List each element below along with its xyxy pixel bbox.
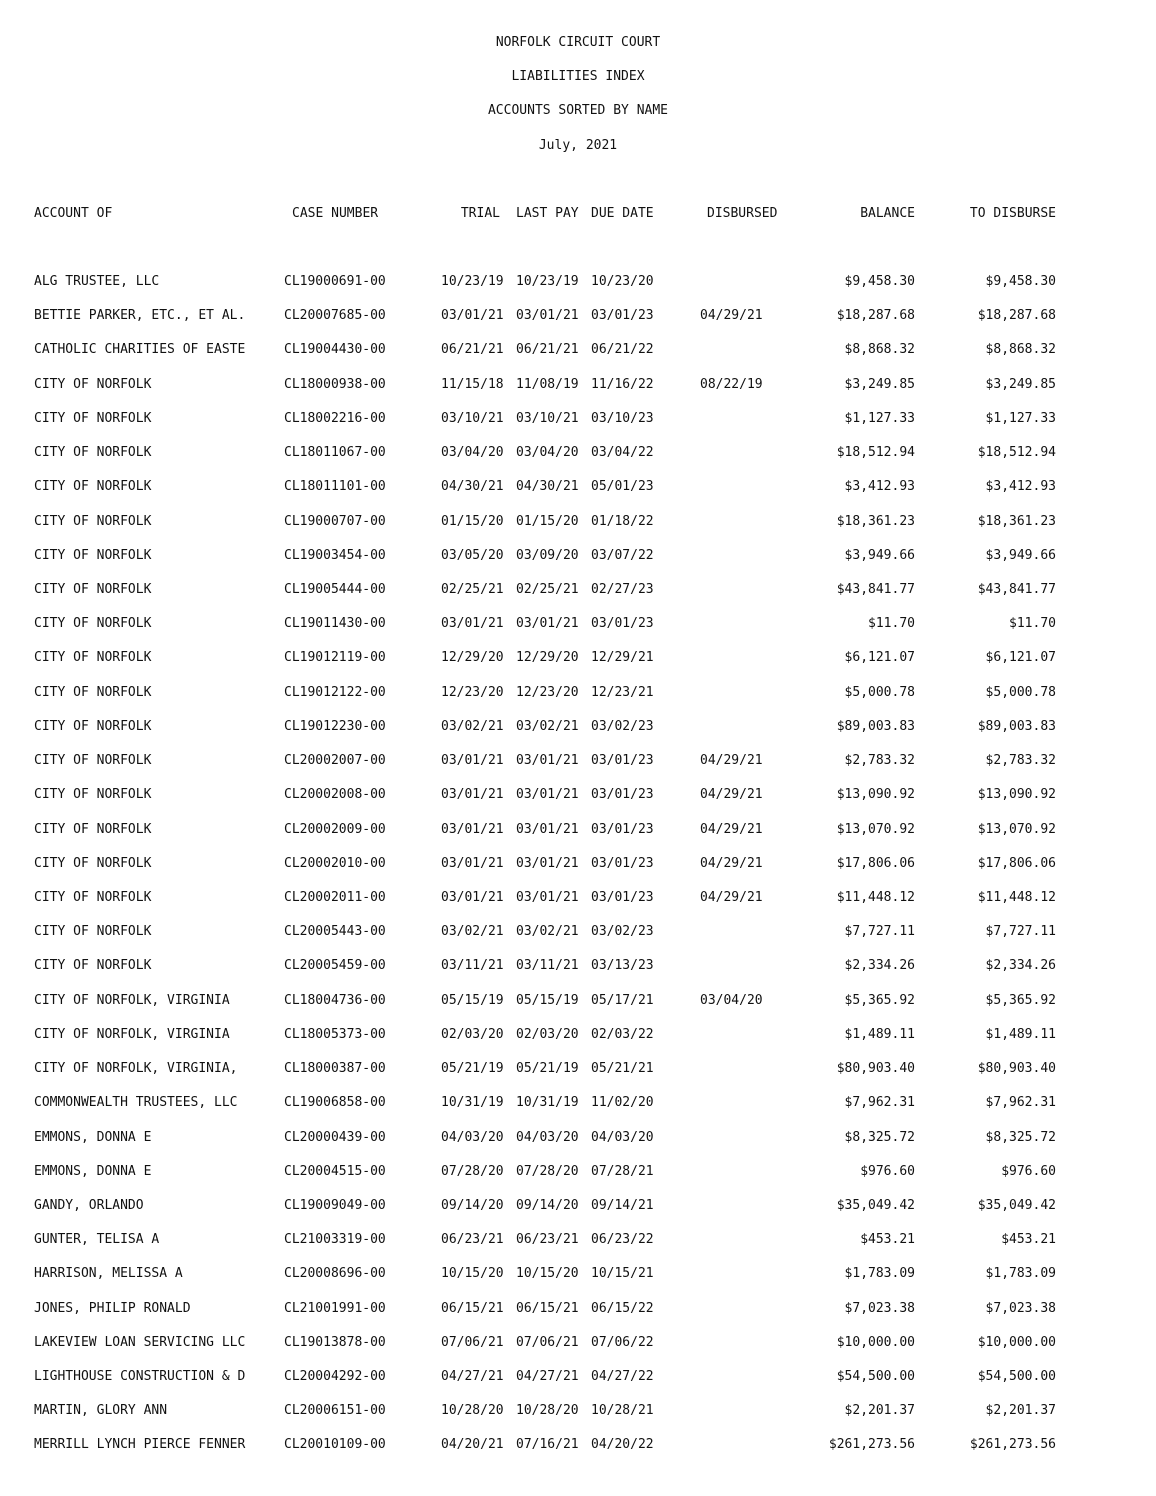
cell-trial: 03/01/21 [441, 787, 504, 802]
cell-last-pay: 07/16/21 [516, 1437, 579, 1452]
cell-last-pay: 04/30/21 [516, 479, 579, 494]
cell-trial: 03/01/21 [441, 616, 504, 631]
cell-to-disburse: $35,049.42 [977, 1198, 1056, 1213]
cell-account: MERRILL LYNCH PIERCE FENNER [34, 1437, 246, 1452]
cell-case-number: CL20007685-00 [284, 308, 386, 323]
cell-account: HARRISON, MELISSA A [34, 1266, 183, 1281]
cell-account: CITY OF NORFOLK [34, 822, 152, 837]
cell-last-pay: 10/28/20 [516, 1403, 579, 1418]
cell-account: ALG TRUSTEE, LLC [34, 274, 160, 289]
cell-account: EMMONS, DONNA E [34, 1130, 152, 1145]
cell-balance: $18,361.23 [836, 514, 915, 529]
cell-account: GANDY, ORLANDO [34, 1198, 144, 1213]
cell-due-date: 03/07/22 [591, 548, 654, 563]
cell-account: EMMONS, DONNA E [34, 1164, 152, 1179]
cell-to-disburse: $1,489.11 [985, 1027, 1056, 1042]
cell-to-disburse: $18,287.68 [977, 308, 1056, 323]
cell-trial: 03/01/21 [441, 753, 504, 768]
cell-to-disburse: $10,000.00 [977, 1335, 1056, 1350]
cell-last-pay: 03/01/21 [516, 856, 579, 871]
cell-to-disburse: $2,201.37 [985, 1403, 1056, 1418]
cell-balance: $89,003.83 [836, 719, 915, 734]
cell-disbursed: 04/29/21 [700, 753, 763, 768]
cell-account: CITY OF NORFOLK [34, 514, 152, 529]
cell-balance: $1,489.11 [844, 1027, 915, 1042]
cell-case-number: CL19000707-00 [284, 514, 386, 529]
cell-due-date: 06/15/22 [591, 1301, 654, 1316]
cell-balance: $1,783.09 [844, 1266, 915, 1281]
cell-account: LIGHTHOUSE CONSTRUCTION & D [34, 1369, 246, 1384]
cell-to-disburse: $7,023.38 [985, 1301, 1056, 1316]
cell-balance: $2,783.32 [844, 753, 915, 768]
cell-balance: $10,000.00 [836, 1335, 915, 1350]
cell-trial: 10/31/19 [441, 1095, 504, 1110]
cell-case-number: CL18004736-00 [284, 993, 386, 1008]
cell-due-date: 07/28/21 [591, 1164, 654, 1179]
cell-balance: $17,806.06 [836, 856, 915, 871]
cell-case-number: CL20002008-00 [284, 787, 386, 802]
cell-trial: 04/30/21 [441, 479, 504, 494]
cell-account: GUNTER, TELISA A [34, 1232, 160, 1247]
cell-to-disburse: $11,448.12 [977, 890, 1056, 905]
cell-balance: $11.70 [868, 616, 915, 631]
cell-account: MARTIN, GLORY ANN [34, 1403, 168, 1418]
cell-case-number: CL20000439-00 [284, 1130, 386, 1145]
cell-case-number: CL19012119-00 [284, 650, 386, 665]
cell-last-pay: 03/09/20 [516, 548, 579, 563]
cell-to-disburse: $18,512.94 [977, 445, 1056, 460]
cell-balance: $6,121.07 [844, 650, 915, 665]
cell-case-number: CL20010109-00 [284, 1437, 386, 1452]
cell-to-disburse: $54,500.00 [977, 1369, 1056, 1384]
cell-to-disburse: $7,962.31 [985, 1095, 1056, 1110]
cell-to-disburse: $17,806.06 [977, 856, 1056, 871]
cell-due-date: 03/13/23 [591, 958, 654, 973]
cell-account: JONES, PHILIP RONALD [34, 1301, 191, 1316]
cell-balance: $976.60 [860, 1164, 915, 1179]
cell-due-date: 03/10/23 [591, 411, 654, 426]
cell-to-disburse: $261,273.56 [969, 1437, 1056, 1452]
cell-last-pay: 07/28/20 [516, 1164, 579, 1179]
cell-to-disburse: $3,412.93 [985, 479, 1056, 494]
cell-due-date: 10/15/21 [591, 1266, 654, 1281]
cell-last-pay: 02/03/20 [516, 1027, 579, 1042]
cell-trial: 05/21/19 [441, 1061, 504, 1076]
cell-trial: 04/03/20 [441, 1130, 504, 1145]
cell-trial: 01/15/20 [441, 514, 504, 529]
col-header-case: CASE NUMBER [292, 206, 379, 221]
cell-to-disburse: $9,458.30 [985, 274, 1056, 289]
cell-account: LAKEVIEW LOAN SERVICING LLC [34, 1335, 246, 1350]
cell-balance: $35,049.42 [836, 1198, 915, 1213]
cell-case-number: CL19000691-00 [284, 274, 386, 289]
cell-balance: $18,287.68 [836, 308, 915, 323]
cell-due-date: 05/01/23 [591, 479, 654, 494]
cell-trial: 12/23/20 [441, 685, 504, 700]
cell-trial: 10/15/20 [441, 1266, 504, 1281]
cell-last-pay: 03/02/21 [516, 924, 579, 939]
cell-due-date: 04/03/20 [591, 1130, 654, 1145]
cell-balance: $8,868.32 [844, 342, 915, 357]
cell-due-date: 12/23/21 [591, 685, 654, 700]
cell-last-pay: 10/31/19 [516, 1095, 579, 1110]
cell-account: CITY OF NORFOLK [34, 787, 152, 802]
cell-trial: 02/03/20 [441, 1027, 504, 1042]
cell-account: CITY OF NORFOLK, VIRGINIA [34, 993, 230, 1008]
cell-to-disburse: $3,949.66 [985, 548, 1056, 563]
col-header-disbursed: DISBURSED [707, 206, 778, 221]
cell-account: CITY OF NORFOLK [34, 445, 152, 460]
cell-due-date: 07/06/22 [591, 1335, 654, 1350]
cell-account: CATHOLIC CHARITIES OF EASTE [34, 342, 246, 357]
cell-due-date: 11/16/22 [591, 377, 654, 392]
cell-due-date: 03/01/23 [591, 822, 654, 837]
cell-last-pay: 03/01/21 [516, 308, 579, 323]
cell-last-pay: 06/15/21 [516, 1301, 579, 1316]
cell-account: CITY OF NORFOLK [34, 411, 152, 426]
cell-balance: $8,325.72 [844, 1130, 915, 1145]
cell-trial: 03/01/21 [441, 308, 504, 323]
cell-due-date: 03/02/23 [591, 719, 654, 734]
cell-last-pay: 01/15/20 [516, 514, 579, 529]
cell-trial: 05/15/19 [441, 993, 504, 1008]
cell-to-disburse: $5,000.78 [985, 685, 1056, 700]
cell-last-pay: 03/11/21 [516, 958, 579, 973]
cell-trial: 03/01/21 [441, 856, 504, 871]
col-header-account: ACCOUNT OF [34, 206, 113, 221]
report-subtitle: ACCOUNTS SORTED BY NAME [487, 103, 668, 118]
cell-due-date: 04/27/22 [591, 1369, 654, 1384]
cell-due-date: 11/02/20 [591, 1095, 654, 1110]
cell-balance: $11,448.12 [836, 890, 915, 905]
cell-account: CITY OF NORFOLK [34, 719, 152, 734]
cell-account: CITY OF NORFOLK, VIRGINIA, [34, 1061, 238, 1076]
cell-last-pay: 03/10/21 [516, 411, 579, 426]
cell-due-date: 09/14/21 [591, 1198, 654, 1213]
cell-case-number: CL19009049-00 [284, 1198, 386, 1213]
cell-case-number: CL21003319-00 [284, 1232, 386, 1247]
cell-to-disburse: $1,127.33 [985, 411, 1056, 426]
cell-case-number: CL18000938-00 [284, 377, 386, 392]
cell-to-disburse: $5,365.92 [985, 993, 1056, 1008]
cell-to-disburse: $43,841.77 [977, 582, 1056, 597]
cell-to-disburse: $2,783.32 [985, 753, 1056, 768]
col-header-trial: TRIAL [460, 206, 500, 221]
cell-account: CITY OF NORFOLK [34, 377, 152, 392]
cell-due-date: 01/18/22 [591, 514, 654, 529]
cell-case-number: CL20002011-00 [284, 890, 386, 905]
cell-trial: 07/28/20 [441, 1164, 504, 1179]
cell-trial: 03/04/20 [441, 445, 504, 460]
cell-trial: 03/01/21 [441, 822, 504, 837]
cell-to-disburse: $3,249.85 [985, 377, 1056, 392]
cell-balance: $2,201.37 [844, 1403, 915, 1418]
cell-to-disburse: $80,903.40 [977, 1061, 1056, 1076]
cell-last-pay: 03/01/21 [516, 753, 579, 768]
cell-trial: 03/11/21 [441, 958, 504, 973]
cell-due-date: 03/01/23 [591, 890, 654, 905]
cell-trial: 04/27/21 [441, 1369, 504, 1384]
cell-account: CITY OF NORFOLK [34, 548, 152, 563]
cell-to-disburse: $453.21 [1001, 1232, 1056, 1247]
cell-disbursed: 04/29/21 [700, 856, 763, 871]
cell-last-pay: 02/25/21 [516, 582, 579, 597]
cell-trial: 06/23/21 [441, 1232, 504, 1247]
cell-trial: 03/02/21 [441, 924, 504, 939]
cell-to-disburse: $2,334.26 [985, 958, 1056, 973]
cell-balance: $3,949.66 [844, 548, 915, 563]
col-header-to-disburse: TO DISBURSE [969, 206, 1056, 221]
cell-case-number: CL19005444-00 [284, 582, 386, 597]
cell-trial: 10/28/20 [441, 1403, 504, 1418]
cell-last-pay: 10/23/19 [516, 274, 579, 289]
cell-case-number: CL20008696-00 [284, 1266, 386, 1281]
cell-trial: 12/29/20 [441, 650, 504, 665]
cell-due-date: 06/21/22 [591, 342, 654, 357]
cell-account: CITY OF NORFOLK [34, 650, 152, 665]
cell-last-pay: 12/23/20 [516, 685, 579, 700]
cell-balance: $54,500.00 [836, 1369, 915, 1384]
cell-balance: $7,727.11 [844, 924, 915, 939]
col-header-balance: BALANCE [860, 206, 915, 221]
cell-balance: $43,841.77 [836, 582, 915, 597]
cell-case-number: CL19012230-00 [284, 719, 386, 734]
cell-case-number: CL20002010-00 [284, 856, 386, 871]
report-period: July, 2021 [538, 138, 618, 153]
cell-to-disburse: $89,003.83 [977, 719, 1056, 734]
cell-due-date: 02/03/22 [591, 1027, 654, 1042]
cell-case-number: CL20004292-00 [284, 1369, 386, 1384]
cell-due-date: 06/23/22 [591, 1232, 654, 1247]
cell-to-disburse: $8,325.72 [985, 1130, 1056, 1145]
cell-trial: 10/23/19 [441, 274, 504, 289]
cell-disbursed: 04/29/21 [700, 308, 763, 323]
cell-due-date: 04/20/22 [591, 1437, 654, 1452]
cell-balance: $1,127.33 [844, 411, 915, 426]
cell-due-date: 03/01/23 [591, 856, 654, 871]
cell-trial: 07/06/21 [441, 1335, 504, 1350]
cell-account: CITY OF NORFOLK [34, 582, 152, 597]
cell-balance: $261,273.56 [828, 1437, 915, 1452]
cell-balance: $13,070.92 [836, 822, 915, 837]
cell-last-pay: 03/01/21 [516, 787, 579, 802]
cell-last-pay: 03/01/21 [516, 822, 579, 837]
cell-balance: $2,334.26 [844, 958, 915, 973]
cell-trial: 04/20/21 [441, 1437, 504, 1452]
cell-trial: 02/25/21 [441, 582, 504, 597]
cell-trial: 06/21/21 [441, 342, 504, 357]
cell-disbursed: 08/22/19 [700, 377, 763, 392]
cell-to-disburse: $13,070.92 [977, 822, 1056, 837]
cell-due-date: 05/17/21 [591, 993, 654, 1008]
cell-trial: 03/05/20 [441, 548, 504, 563]
cell-balance: $80,903.40 [836, 1061, 915, 1076]
cell-to-disburse: $13,090.92 [977, 787, 1056, 802]
cell-case-number: CL20004515-00 [284, 1164, 386, 1179]
cell-case-number: CL18000387-00 [284, 1061, 386, 1076]
cell-case-number: CL21001991-00 [284, 1301, 386, 1316]
cell-due-date: 05/21/21 [591, 1061, 654, 1076]
cell-case-number: CL19006858-00 [284, 1095, 386, 1110]
cell-due-date: 03/01/23 [591, 308, 654, 323]
cell-due-date: 03/01/23 [591, 753, 654, 768]
cell-last-pay: 10/15/20 [516, 1266, 579, 1281]
cell-last-pay: 04/27/21 [516, 1369, 579, 1384]
cell-last-pay: 03/01/21 [516, 890, 579, 905]
cell-case-number: CL18011101-00 [284, 479, 386, 494]
cell-to-disburse: $1,783.09 [985, 1266, 1056, 1281]
cell-case-number: CL20005459-00 [284, 958, 386, 973]
col-header-due-date: DUE DATE [591, 206, 654, 221]
cell-case-number: CL20002007-00 [284, 753, 386, 768]
cell-due-date: 02/27/23 [591, 582, 654, 597]
cell-account: CITY OF NORFOLK [34, 958, 152, 973]
cell-case-number: CL19003454-00 [284, 548, 386, 563]
cell-to-disburse: $7,727.11 [985, 924, 1056, 939]
cell-due-date: 10/23/20 [591, 274, 654, 289]
cell-trial: 03/01/21 [441, 890, 504, 905]
cell-account: CITY OF NORFOLK [34, 685, 152, 700]
cell-case-number: CL20006151-00 [284, 1403, 386, 1418]
cell-last-pay: 05/15/19 [516, 993, 579, 1008]
cell-due-date: 03/04/22 [591, 445, 654, 460]
cell-account: COMMONWEALTH TRUSTEES, LLC [34, 1095, 238, 1110]
cell-trial: 03/10/21 [441, 411, 504, 426]
cell-last-pay: 11/08/19 [516, 377, 579, 392]
cell-account: CITY OF NORFOLK [34, 616, 152, 631]
cell-balance: $9,458.30 [844, 274, 915, 289]
cell-last-pay: 06/23/21 [516, 1232, 579, 1247]
cell-case-number: CL18011067-00 [284, 445, 386, 460]
cell-balance: $7,023.38 [844, 1301, 915, 1316]
cell-case-number: CL19012122-00 [284, 685, 386, 700]
col-header-last-pay: LAST PAY [516, 206, 579, 221]
cell-balance: $13,090.92 [836, 787, 915, 802]
cell-account: CITY OF NORFOLK, VIRGINIA [34, 1027, 230, 1042]
cell-due-date: 12/29/21 [591, 650, 654, 665]
cell-to-disburse: $6,121.07 [985, 650, 1056, 665]
cell-last-pay: 03/02/21 [516, 719, 579, 734]
cell-due-date: 03/02/23 [591, 924, 654, 939]
cell-case-number: CL19004430-00 [284, 342, 386, 357]
cell-trial: 11/15/18 [441, 377, 504, 392]
cell-trial: 03/02/21 [441, 719, 504, 734]
cell-case-number: CL20002009-00 [284, 822, 386, 837]
cell-last-pay: 12/29/20 [516, 650, 579, 665]
cell-disbursed: 04/29/21 [700, 822, 763, 837]
cell-balance: $3,249.85 [844, 377, 915, 392]
cell-to-disburse: $8,868.32 [985, 342, 1056, 357]
cell-to-disburse: $11.70 [1009, 616, 1056, 631]
cell-last-pay: 07/06/21 [516, 1335, 579, 1350]
cell-case-number: CL19011430-00 [284, 616, 386, 631]
cell-last-pay: 06/21/21 [516, 342, 579, 357]
cell-last-pay: 03/04/20 [516, 445, 579, 460]
cell-account: CITY OF NORFOLK [34, 753, 152, 768]
cell-case-number: CL19013878-00 [284, 1335, 386, 1350]
cell-account: BETTIE PARKER, ETC., ET AL. [34, 308, 246, 323]
cell-last-pay: 03/01/21 [516, 616, 579, 631]
court-name: NORFOLK CIRCUIT COURT [495, 35, 661, 50]
cell-due-date: 03/01/23 [591, 787, 654, 802]
cell-to-disburse: $976.60 [1001, 1164, 1056, 1179]
cell-balance: $5,365.92 [844, 993, 915, 1008]
cell-case-number: CL20005443-00 [284, 924, 386, 939]
cell-last-pay: 09/14/20 [516, 1198, 579, 1213]
cell-last-pay: 04/03/20 [516, 1130, 579, 1145]
cell-account: CITY OF NORFOLK [34, 924, 152, 939]
cell-due-date: 03/01/23 [591, 616, 654, 631]
cell-disbursed: 04/29/21 [700, 890, 763, 905]
cell-account: CITY OF NORFOLK [34, 856, 152, 871]
cell-due-date: 10/28/21 [591, 1403, 654, 1418]
cell-disbursed: 04/29/21 [700, 787, 763, 802]
cell-to-disburse: $18,361.23 [977, 514, 1056, 529]
cell-case-number: CL18002216-00 [284, 411, 386, 426]
cell-balance: $3,412.93 [844, 479, 915, 494]
report-title: LIABILITIES INDEX [511, 69, 645, 84]
cell-balance: $5,000.78 [844, 685, 915, 700]
cell-trial: 06/15/21 [441, 1301, 504, 1316]
cell-balance: $453.21 [860, 1232, 915, 1247]
cell-trial: 09/14/20 [441, 1198, 504, 1213]
cell-balance: $18,512.94 [836, 445, 915, 460]
cell-balance: $7,962.31 [844, 1095, 915, 1110]
cell-last-pay: 05/21/19 [516, 1061, 579, 1076]
cell-disbursed: 03/04/20 [700, 993, 763, 1008]
cell-account: CITY OF NORFOLK [34, 479, 152, 494]
cell-case-number: CL18005373-00 [284, 1027, 386, 1042]
cell-account: CITY OF NORFOLK [34, 890, 152, 905]
